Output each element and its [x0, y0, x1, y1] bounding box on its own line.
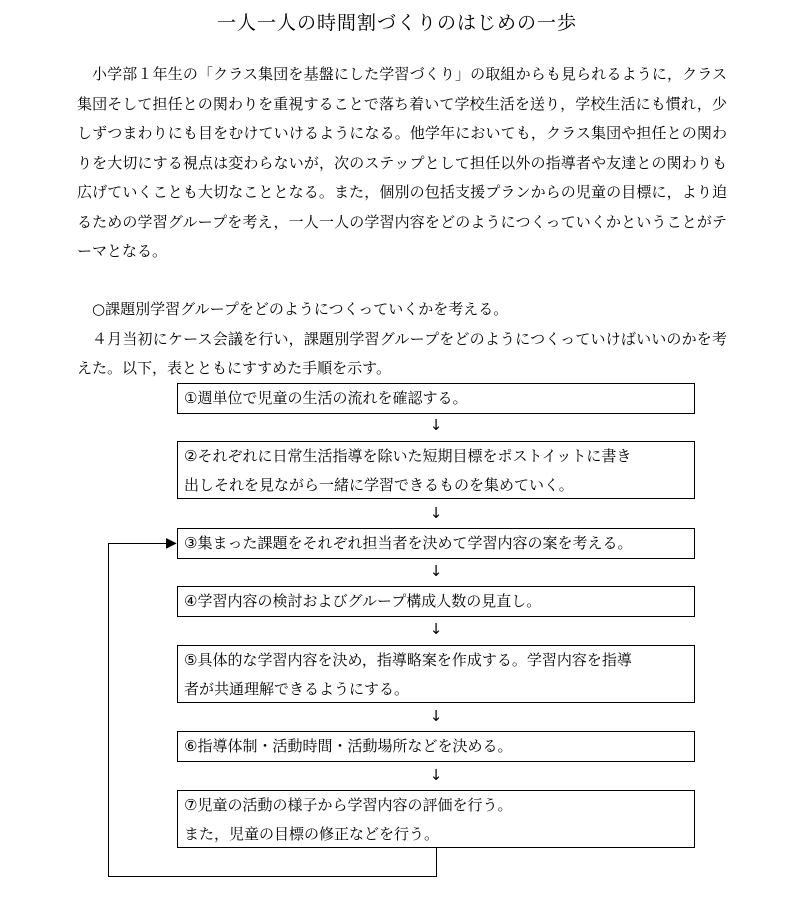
down-arrow-icon: ↓	[429, 766, 443, 784]
step-box-2	[177, 441, 695, 499]
step-2-line-1: ②それぞれに日常生活指導を除いた短期目標をポストイットに書き	[184, 447, 632, 465]
step-2-line-2: 出しそれを見ながら一緒に学習できるものを集めていく。	[184, 476, 574, 494]
section-block	[77, 295, 727, 384]
down-arrow-icon: ↓	[429, 707, 443, 725]
intro-paragraph: 小学部１年生の「クラス集団を基盤にした学習づくり」の取組からも見られるように，クラス集団そして担任との関わりを重視することで落ち着いて学校生活を送り，学校生活にも慣れ，少しずつまわりにも目をむけていけるようになる。他学年においても，クラス集団や担任との関わりを大切にする視点は変わらないが，次のステップとして担任以外の指導者や友達との関わりも広げていくことも大切なこととなる。また，個別の包括支援プランからの児童の目標に，より迫るための学習グループを考え，一人一人の学習内容をどのようにつくっていくかということがテーマとなる。	[77, 65, 727, 260]
step-7-line-2: また，児童の目標の修正などを行う。	[184, 825, 440, 843]
step-6-line-1: ⑥指導体制・活動時間・活動場所などを決める。	[184, 737, 513, 755]
step-7-line-1: ⑦児童の活動の様子から学習内容の評価を行う。	[184, 796, 513, 814]
step-4-line-1: ④学習内容の検討およびグループ構成人数の見直し。	[184, 592, 542, 610]
loop-arrow-icon: ▶	[166, 535, 177, 551]
loop-line-down	[436, 848, 437, 877]
step-box-4	[177, 586, 695, 617]
step-box-1	[177, 383, 695, 414]
page-title: 一人一人の時間割づくりのはじめの一歩	[216, 12, 577, 34]
step-box-6	[177, 731, 695, 762]
section-heading: ○課題別学習グループをどのようにつくっていくかを考える。	[92, 300, 509, 318]
down-arrow-icon: ↓	[429, 620, 443, 638]
loop-line-bottom	[108, 876, 437, 877]
step-box-7	[177, 790, 695, 848]
loop-line-left	[108, 543, 109, 877]
loop-line-top	[108, 543, 170, 544]
step-3-line-1: ③集まった課題をそれぞれ担当者を決めて学習内容の案を考える。	[184, 534, 633, 552]
section-body: ４月当初にケース会議を行い，課題別学習グループをどのようにつくっていけばいいのかを考えた。以下，表とともにすすめた手順を示す。	[77, 329, 727, 377]
step-box-5	[177, 645, 695, 703]
step-5-line-1: ⑤具体的な学習内容を決め，指導略案を作成する。学習内容を指導	[184, 651, 632, 669]
step-1-line-1: ①週単位で児童の生活の流れを確認する。	[184, 389, 468, 407]
down-arrow-icon: ↓	[429, 562, 443, 580]
down-arrow-icon: ↓	[429, 504, 443, 522]
step-box-3	[177, 528, 695, 559]
down-arrow-icon: ↓	[429, 416, 443, 434]
step-5-line-2: 者が共通理解できるようにする。	[184, 680, 410, 698]
